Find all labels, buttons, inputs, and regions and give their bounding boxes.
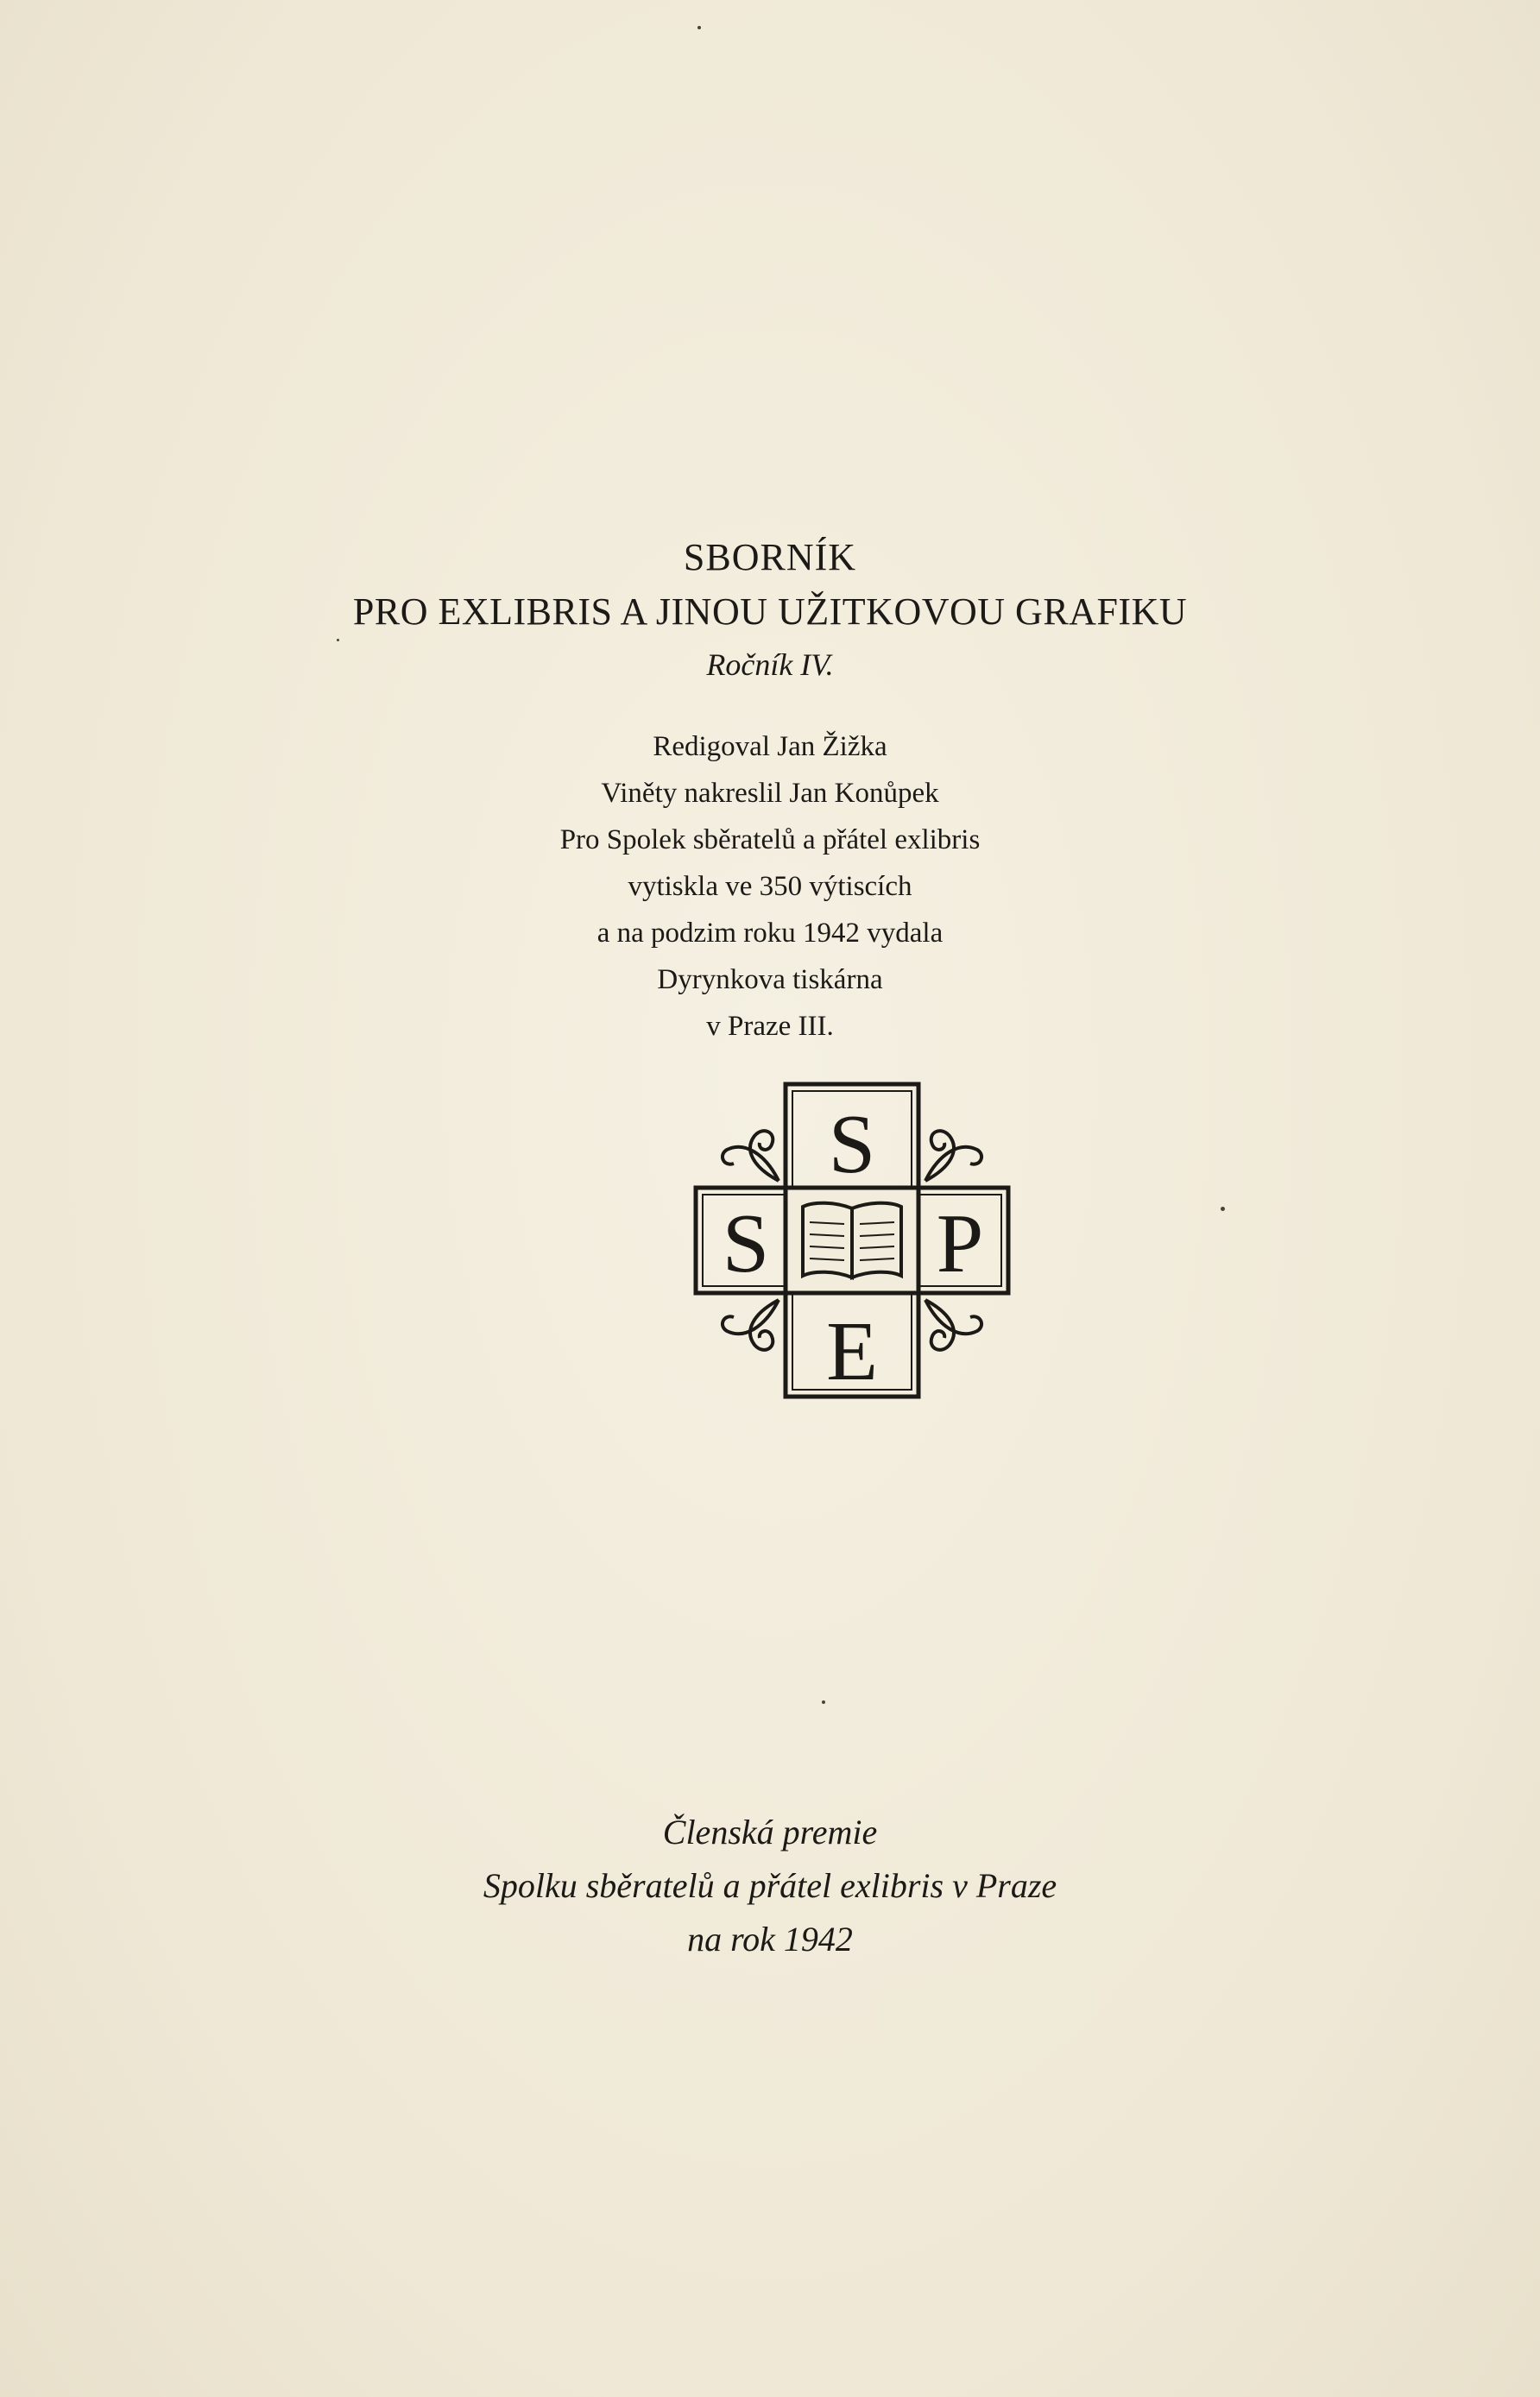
membership-note [0,1806,1540,1966]
sspe-emblem [692,1081,1012,1400]
paper-speck [697,26,701,29]
membership-note-line: na rok 1942 [687,1920,853,1959]
paper-speck [1221,1207,1225,1211]
colophon-line: a na podzim roku 1942 vydala [596,918,944,949]
emblem-letter-bottom: E [826,1305,878,1398]
colophon [0,723,1540,1050]
colophon-line: Redigoval Jan Žižka [653,731,887,762]
volume-label: Ročník IV. [706,647,834,682]
colophon-line: vytiskla ve 350 výtiscích [628,871,912,902]
colophon-line: Dyrynkova tiskárna [657,964,883,995]
paper-speck [822,1700,825,1704]
paper-speck [337,639,339,641]
emblem-letter-right: P [936,1197,984,1290]
emblem-letter-left: S [722,1197,770,1290]
colophon-line: v Praze III. [706,1011,834,1042]
emblem-letter-top: S [828,1098,876,1191]
colophon-line: Pro Spolek sběratelů a přátel exlibris [559,824,981,855]
document-subtitle: PRO EXLIBRIS A JINOU UŽITKOVOU GRAFIKU [352,590,1188,633]
document-title: SBORNÍK [683,536,857,578]
membership-note-line: Spolku sběratelů a přátel exlibris v Praze [483,1866,1057,1905]
colophon-line: Viněty nakreslil Jan Konůpek [601,778,939,809]
membership-note-line: Členská premie [662,1813,878,1851]
